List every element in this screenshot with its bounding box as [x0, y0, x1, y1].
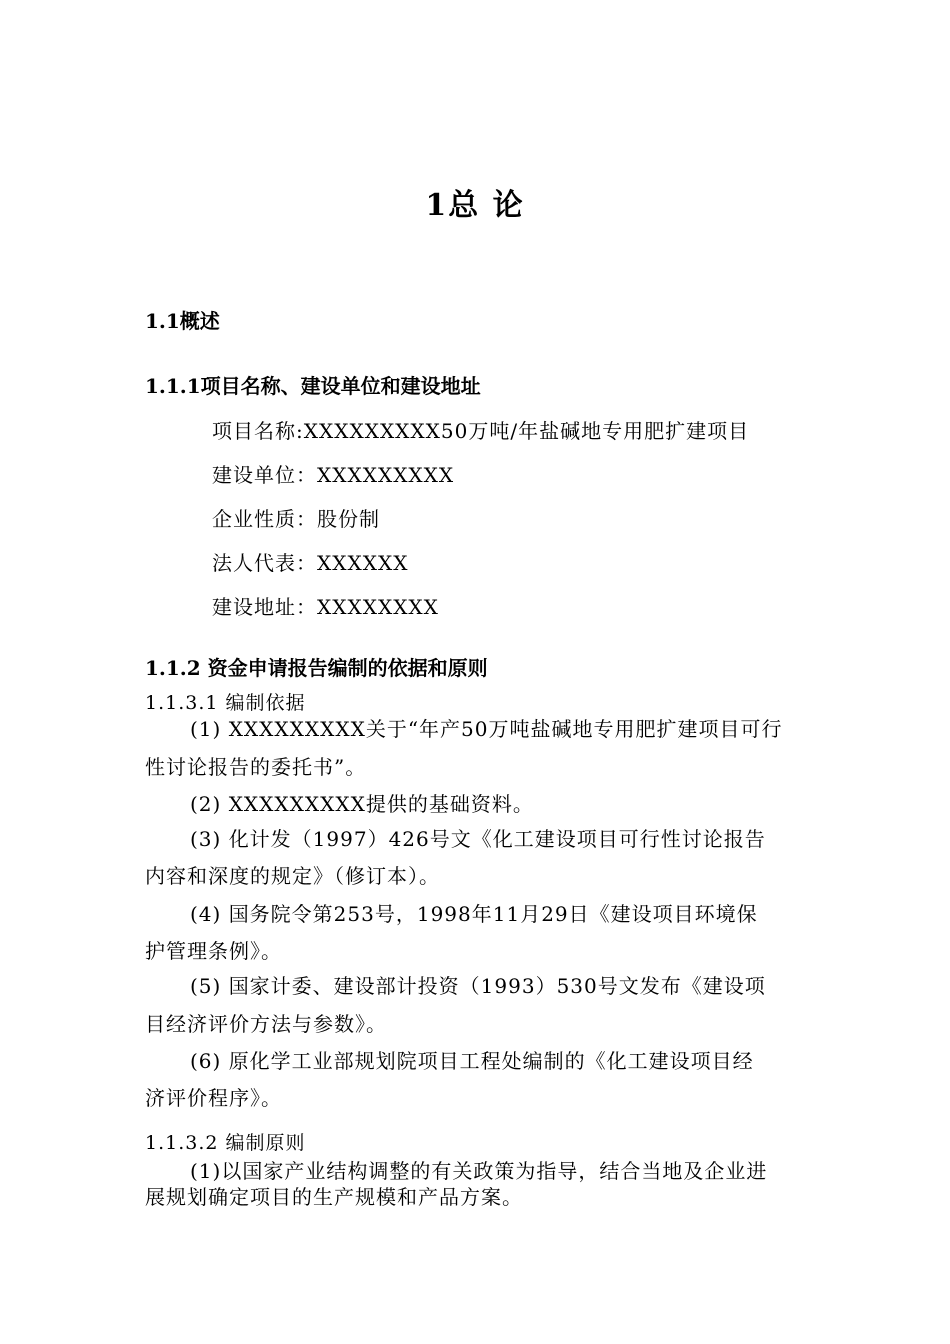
project-info-value: XXXXXXXX — [317, 595, 439, 619]
project-info-label: 建设地址： — [212, 595, 317, 619]
subsection-heading-basis: 1.1.3.1 编制依据 — [145, 692, 306, 714]
chapter-title: 1总 论 — [425, 188, 525, 223]
project-info-label: 企业性质： — [212, 507, 317, 531]
section-heading-project-name: 1.1.1项目名称、建设单位和建设地址 — [145, 374, 481, 398]
principle-item-line: 展规划确定项目的生产规模和产品方案。 — [145, 1185, 523, 1209]
project-info-value: 股份制 — [317, 507, 380, 531]
subsection-heading-principle: 1.1.3.2 编制原则 — [145, 1132, 306, 1154]
basis-item-line: 目经济评价方法与参数》。 — [145, 1012, 387, 1036]
project-info-value: XXXXXXXXX — [317, 463, 455, 487]
project-info-row — [212, 547, 408, 576]
project-info-row — [212, 591, 439, 620]
project-info-label: 法人代表： — [212, 551, 317, 575]
project-info-value: XXXXXXXXX50万吨/年盐碱地专用肥扩建项目 — [303, 419, 750, 443]
project-info-value: XXXXXX — [317, 551, 409, 575]
project-info-row — [212, 459, 454, 488]
project-info-label: 项目名称: — [212, 419, 304, 443]
basis-item-line: 护管理条例》。 — [145, 939, 282, 963]
principle-item-line: (1)以国家产业结构调整的有关政策为指导，结合当地及企业进 — [190, 1159, 768, 1183]
basis-item-line: 济评价程序》。 — [145, 1086, 282, 1110]
basis-item-line: (2) XXXXXXXXX提供的基础资料。 — [190, 792, 534, 816]
basis-item-line: (5) 国家计委、建设部计投资（1993）530号文发布《建设项 — [190, 974, 766, 998]
section-heading-overview: 1.1概述 — [145, 309, 220, 333]
basis-item-line: (1) XXXXXXXXX关于“年产50万吨盐碱地专用肥扩建项目可行 — [190, 717, 783, 741]
basis-item-line: (6) 原化学工业部规划院项目工程处编制的《化工建设项目经 — [190, 1049, 754, 1073]
basis-item-line: 性讨论报告的委托书”。 — [145, 755, 367, 779]
project-info-row — [212, 415, 749, 444]
basis-item-line: (4) 国务院令第253号，1998年11月29日《建设项目环境保 — [190, 902, 758, 926]
project-info-label: 建设单位： — [212, 463, 317, 487]
project-info-row — [212, 503, 380, 532]
basis-item-line: (3) 化计发（1997）426号文《化工建设项目可行性讨论报告 — [190, 827, 766, 851]
basis-item-line: 内容和深度的规定》（修订本）。 — [145, 864, 440, 888]
section-heading-basis-principles: 1.1.2 资金申请报告编制的依据和原则 — [145, 656, 488, 680]
